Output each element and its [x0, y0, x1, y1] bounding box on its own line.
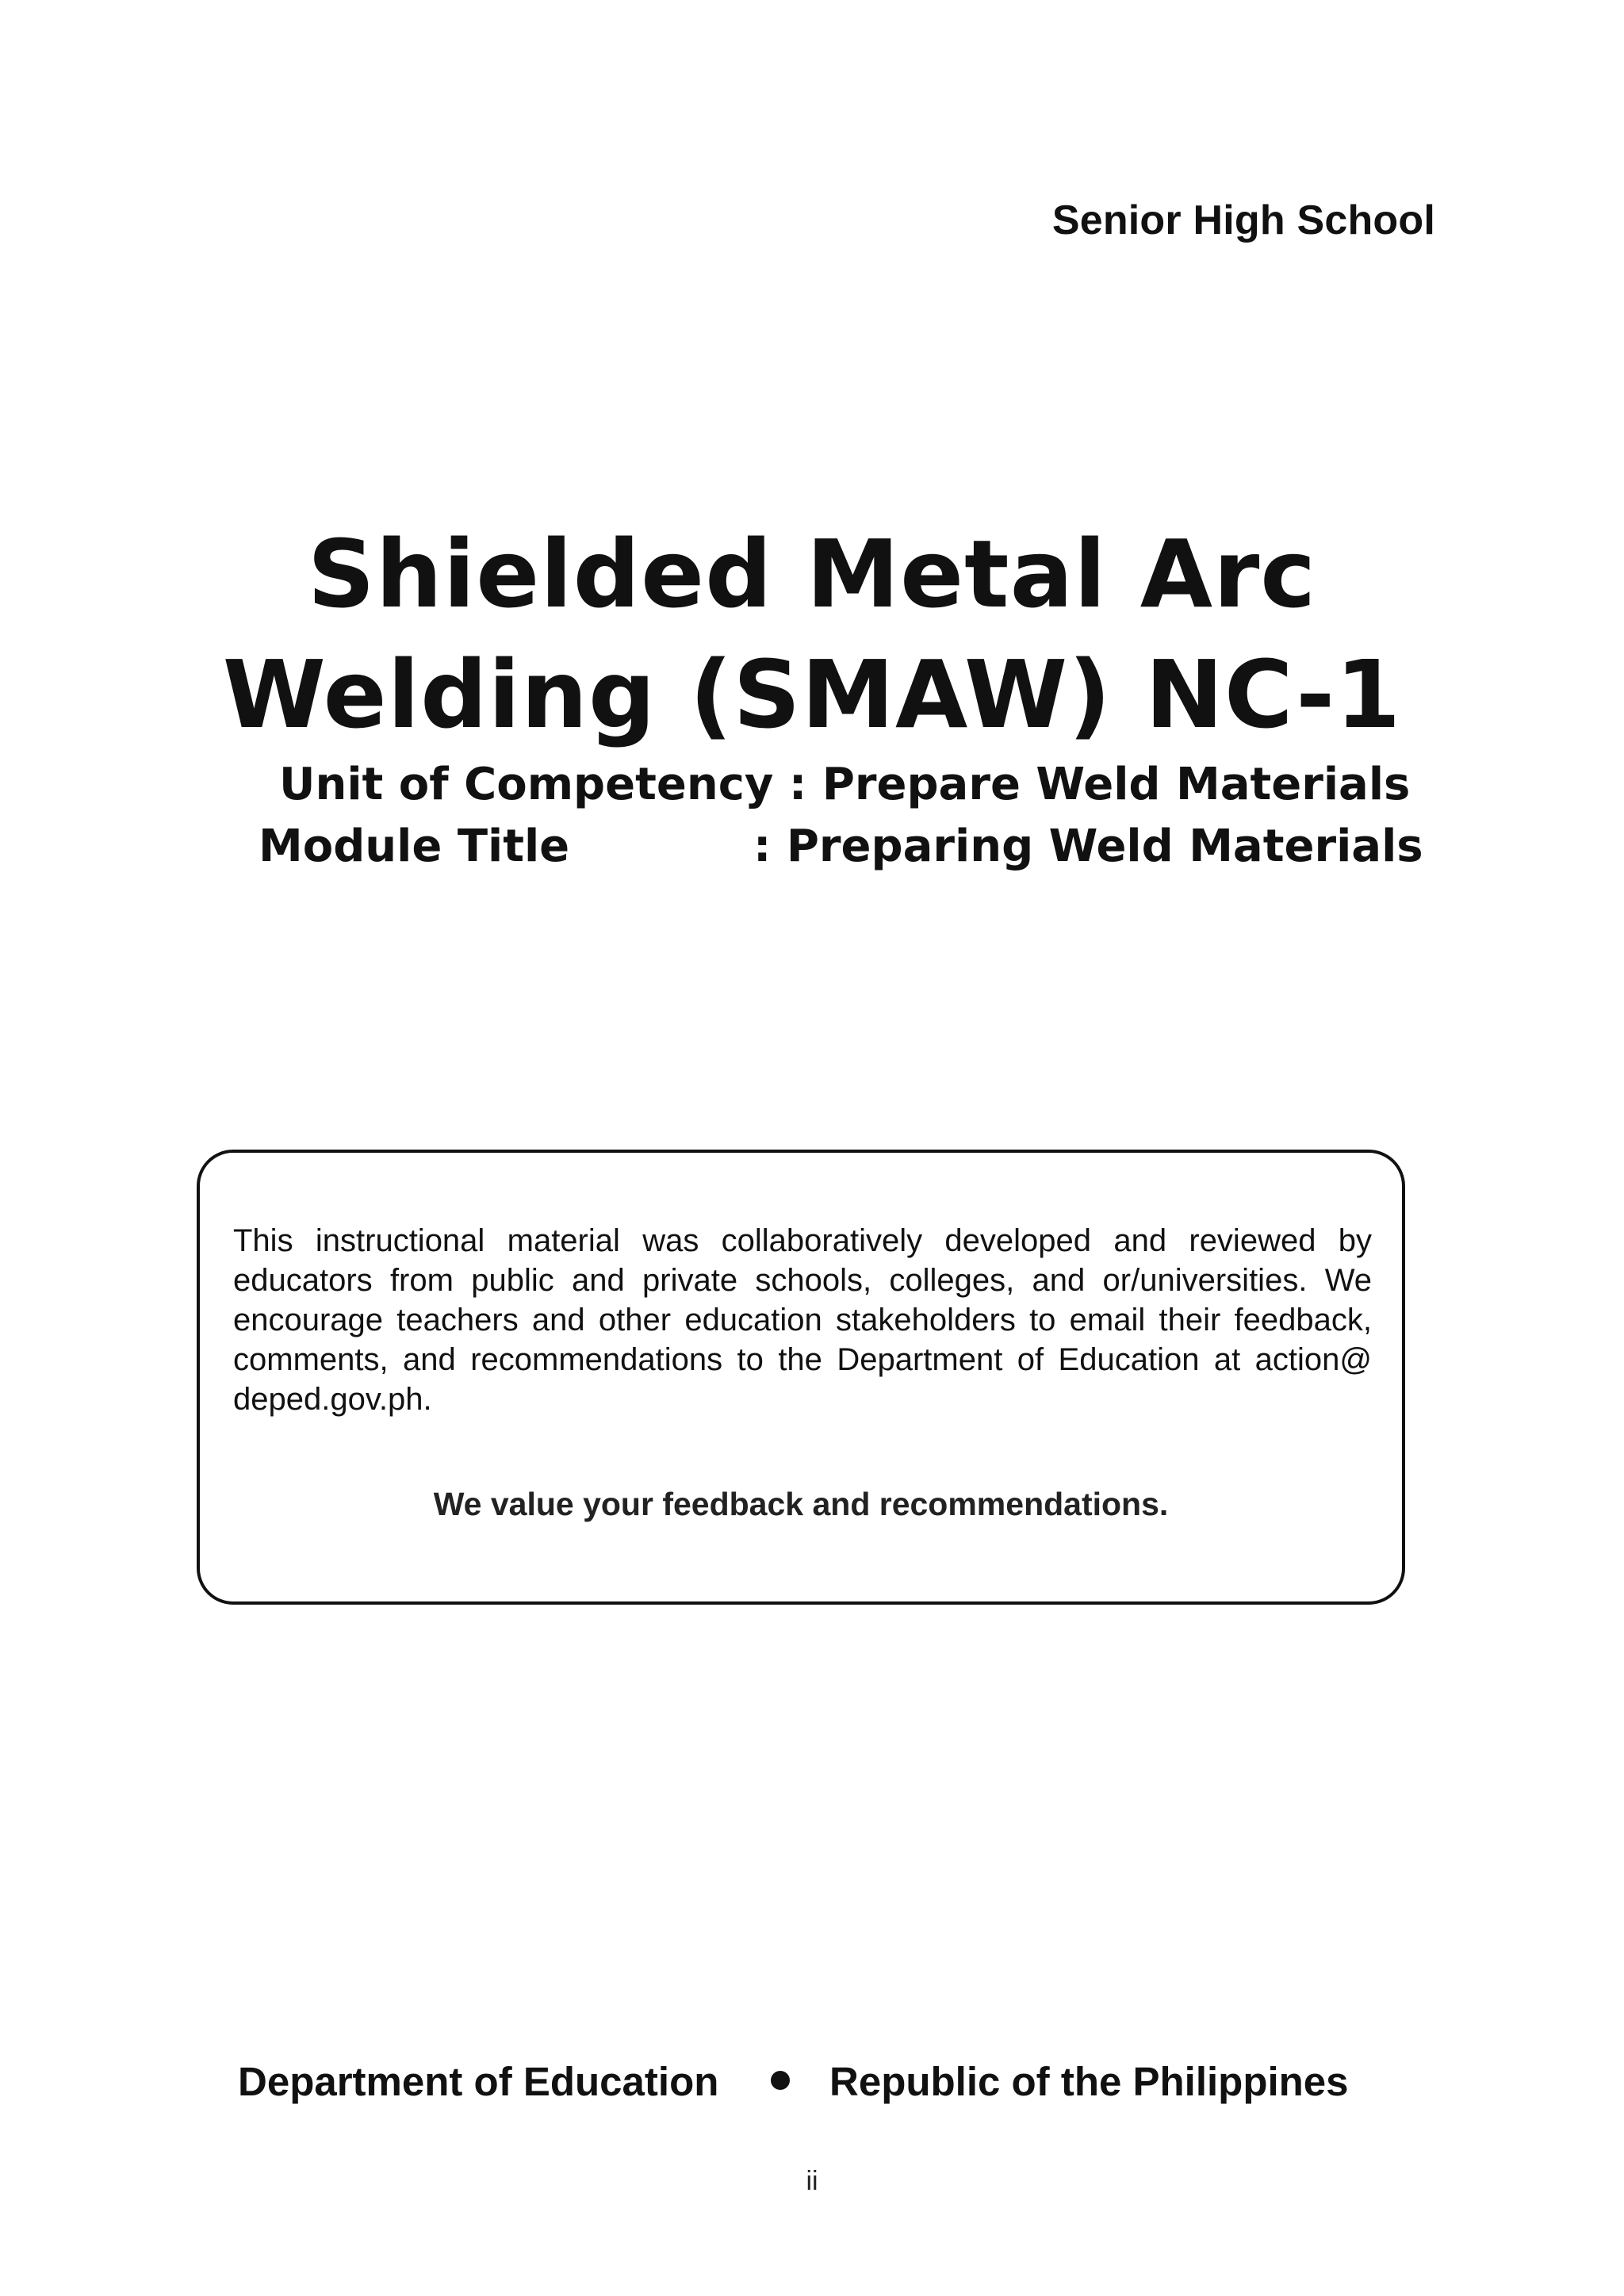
page-number: ii	[806, 2166, 818, 2196]
title-line-1: Shielded Metal Arc	[307, 519, 1317, 629]
footer	[238, 2058, 1386, 2114]
footer-republic: Republic of the Philippines	[829, 2059, 1349, 2104]
notice-closing-text: We value your feedback and recommendations.	[433, 1486, 1169, 1522]
notice-body-text: This instructional material was collaboratively developed and reviewed by educators from public and private schools, colleges, and or/universities. We encourage teachers and other education stakeholders to email their feedback, comments, and recommendations to the Department of Education at action@ deped.gov.ph.	[233, 1223, 1372, 1417]
title-line-2: Welding (SMAW) NC-1	[222, 640, 1402, 749]
document-title	[0, 514, 1624, 755]
feedback-notice-box	[197, 1150, 1405, 1605]
school-level-heading: Senior High School	[1051, 197, 1435, 243]
unit-of-competency: Unit of Competency : Prepare Weld Materials	[279, 759, 1411, 810]
module-title-label: Module Title	[259, 821, 570, 872]
bullet-icon	[771, 2071, 790, 2090]
footer-department: Department of Education	[238, 2059, 719, 2104]
module-title-value: : Preparing Weld Materials	[753, 821, 1423, 872]
